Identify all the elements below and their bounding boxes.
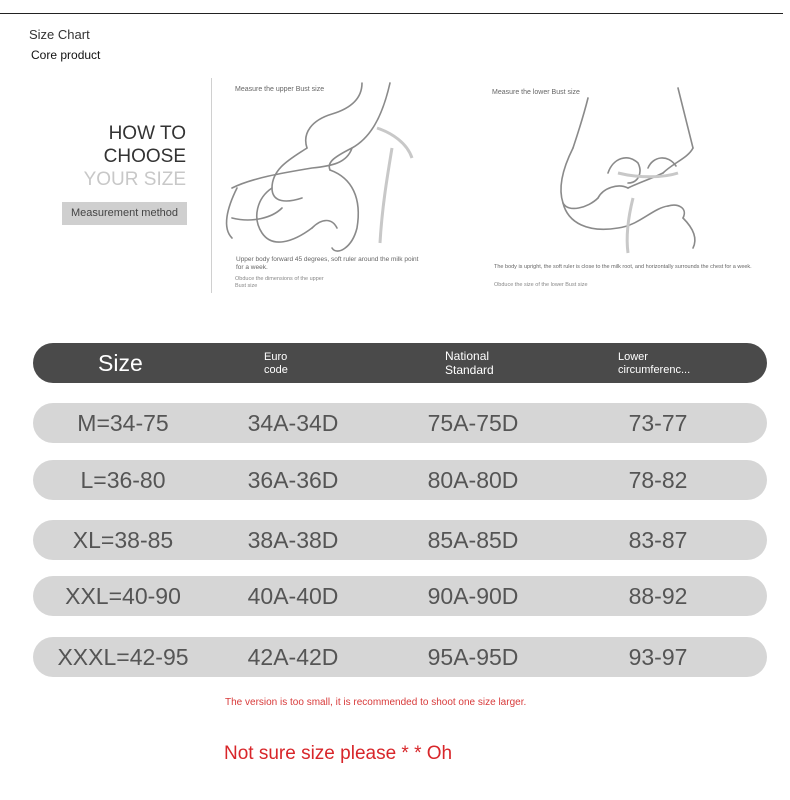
table-row [33, 520, 767, 560]
cell-lower: 78-82 [628, 467, 688, 493]
lower-caption-small: Obduce the size of the lower Bust size [494, 282, 588, 288]
table-row [33, 576, 767, 616]
cell-lower: 93-97 [628, 644, 688, 670]
col-header-size: Size [98, 350, 143, 376]
cell-size: XXXL=42-95 [57, 644, 189, 670]
cell-national: 85A-85D [427, 527, 519, 553]
version-note: The version is too small, it is recommended to shoot one size larger. [225, 697, 527, 708]
cell-euro: 36A-36D [247, 467, 339, 493]
cell-lower: 83-87 [628, 527, 688, 553]
page-subtitle: Core product [31, 48, 101, 62]
cell-size: L=36-80 [80, 467, 166, 493]
how-to-choose-heading [60, 122, 186, 191]
measurement-method-label: Measurement method [62, 202, 187, 225]
col-header-national: National Standard [445, 349, 494, 377]
cell-national: 90A-90D [427, 583, 519, 609]
cell-lower: 73-77 [628, 410, 688, 436]
upper-caption-top: Measure the upper Bust size [235, 86, 325, 93]
cell-euro: 40A-40D [247, 583, 339, 609]
table-row [33, 403, 767, 443]
cell-national: 95A-95D [427, 644, 519, 670]
upper-bust-figure [212, 78, 422, 293]
cell-size: XXL=40-90 [65, 583, 181, 609]
upper-caption-small: Obduce the dimensions of the upper Bust size [235, 276, 324, 289]
cell-euro: 38A-38D [247, 527, 339, 553]
col-header-euro: Euro code [264, 351, 288, 376]
cell-size: M=34-75 [77, 410, 169, 436]
how-to-line-2: CHOOSE [103, 146, 186, 167]
upper-caption-bottom: Upper body forward 45 degrees, soft ruler around the milk point for a week. [236, 256, 419, 271]
lower-caption-bottom: The body is upright, the soft ruler is close to the milk root, and horizontally surrounds the chest for a week. [494, 264, 752, 270]
unsure-size-note: Not sure size please * * Oh [224, 743, 453, 764]
how-to-line-1: HOW TO [108, 123, 186, 144]
top-divider [0, 13, 783, 14]
table-row [33, 460, 767, 500]
cell-lower: 88-92 [628, 583, 688, 609]
how-to-line-3: YOUR SIZE [83, 169, 186, 190]
lower-bust-figure [488, 78, 758, 293]
table-row [33, 637, 767, 677]
cell-national: 80A-80D [427, 467, 519, 493]
cell-national: 75A-75D [427, 410, 519, 436]
size-table-header [33, 343, 767, 383]
lower-bust-illustration [488, 78, 758, 293]
cell-euro: 42A-42D [247, 644, 339, 670]
page-title: Size Chart [29, 27, 90, 42]
cell-size: XL=38-85 [72, 527, 174, 553]
lower-caption-top: Measure the lower Bust size [492, 89, 580, 96]
col-header-lower: Lower circumferenc... [618, 351, 691, 376]
cell-euro: 34A-34D [247, 410, 339, 436]
